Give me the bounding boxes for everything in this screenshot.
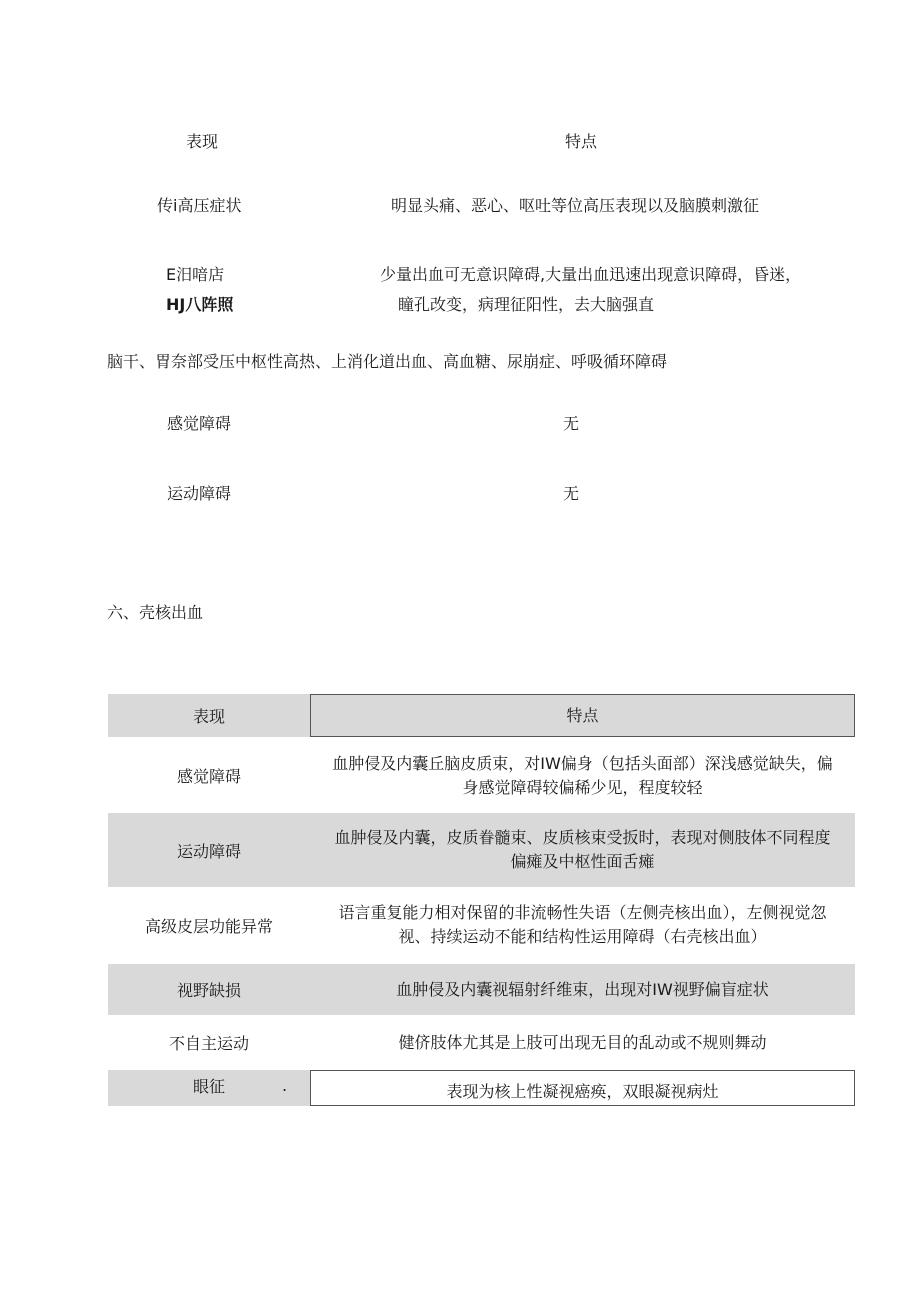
section-title: 六、壳核出血 [107,603,204,622]
table2 [108,694,855,1106]
table2-row-text-line: 身感觉障碍较偏稀少见，程度较轻 [462,777,703,797]
table2-row-text-line: 偏瘫及中枢性面舌瘫 [510,852,655,871]
table1-row-label: 传i高压症状 [157,196,242,215]
table2-row-label: 高级皮层功能异常 [144,916,273,936]
table2-row-mark: . [282,1076,288,1095]
table-row [108,964,855,1015]
table2-row-label: 感觉障碍 [176,767,241,786]
table2-row-text: 血肿侵及内囊视辐射纤维束，出现对IW视野偏盲症状 [396,979,769,999]
table2-header [108,694,855,737]
table2-row-label: 运动障碍 [176,841,241,861]
table1-row-text: 无 [563,484,580,503]
table1-row-label: 感觉障碍 [167,414,232,433]
table1-row-label: 运动障碍 [167,484,232,503]
table2-row-text-line: 血肿侵及内囊丘脑皮质束，对IW偏身（包括头面部）深浅感觉缺失，偏 [332,753,833,773]
table2-header-col2: 特点 [310,694,855,737]
table2-row-text [310,1070,855,1106]
table2-row-text-line: 视、持续运动不能和结构性运用障碍（右壳核出血） [398,927,767,946]
table1-row-text: 无 [563,414,580,433]
table2-row-text-line: 语言重复能力相对保留的非流畅性失语（左侧壳核出血），左侧视觉忽 [338,903,827,922]
table2-row-label-cell [108,1070,310,1106]
table2-row-text [310,888,855,962]
table1-row-text: 瞳孔改变，病理征阳性，去大脑强直 [398,295,655,314]
table2-row-label: 视野缺损 [176,981,241,1000]
table-row [108,813,855,887]
table2-row-text [310,813,855,887]
table2-header-col1: 表现 [192,707,225,726]
table2-row-text-line: 表现为核上性凝视癌痪，双眼凝视病灶 [446,1082,719,1101]
table2-row-text: 健侪肢体尤其是上肢可出现无目的乱动或不规则舞动 [398,1032,767,1052]
table-row [108,888,855,962]
table1-header-col1: 表现 [186,132,219,151]
table1-row-label: E汨喑店 [166,265,225,284]
table2-row-text [310,739,855,812]
table-row [108,739,855,812]
table-row [108,1017,855,1068]
table1-full-row: 脑干、胃奈部受压中枢性高热、上消化道出血、高血糖、尿崩症、呼吸循环障碍 [107,352,668,371]
table1-row-label: HJ八阵照 [166,295,234,314]
table2-row-text-line: 血肿侵及内囊，皮质眷髓束、皮质核束受扳时，表现对侧肢体不同程度 [334,828,831,847]
table1-row-text: 明显头痛、恶心、呕吐等位高压表现以及脑膜刺激征 [391,196,760,215]
table1-header-col2: 特点 [565,132,598,151]
table2-row-label: 眼征 [192,1076,225,1096]
table-row [108,1070,855,1106]
table2-row-label: 不自主运动 [168,1034,249,1053]
table1-row-text: 少量出血可无意识障碍,大量出血迅速出现意识障碍，昏迷， [380,265,802,284]
